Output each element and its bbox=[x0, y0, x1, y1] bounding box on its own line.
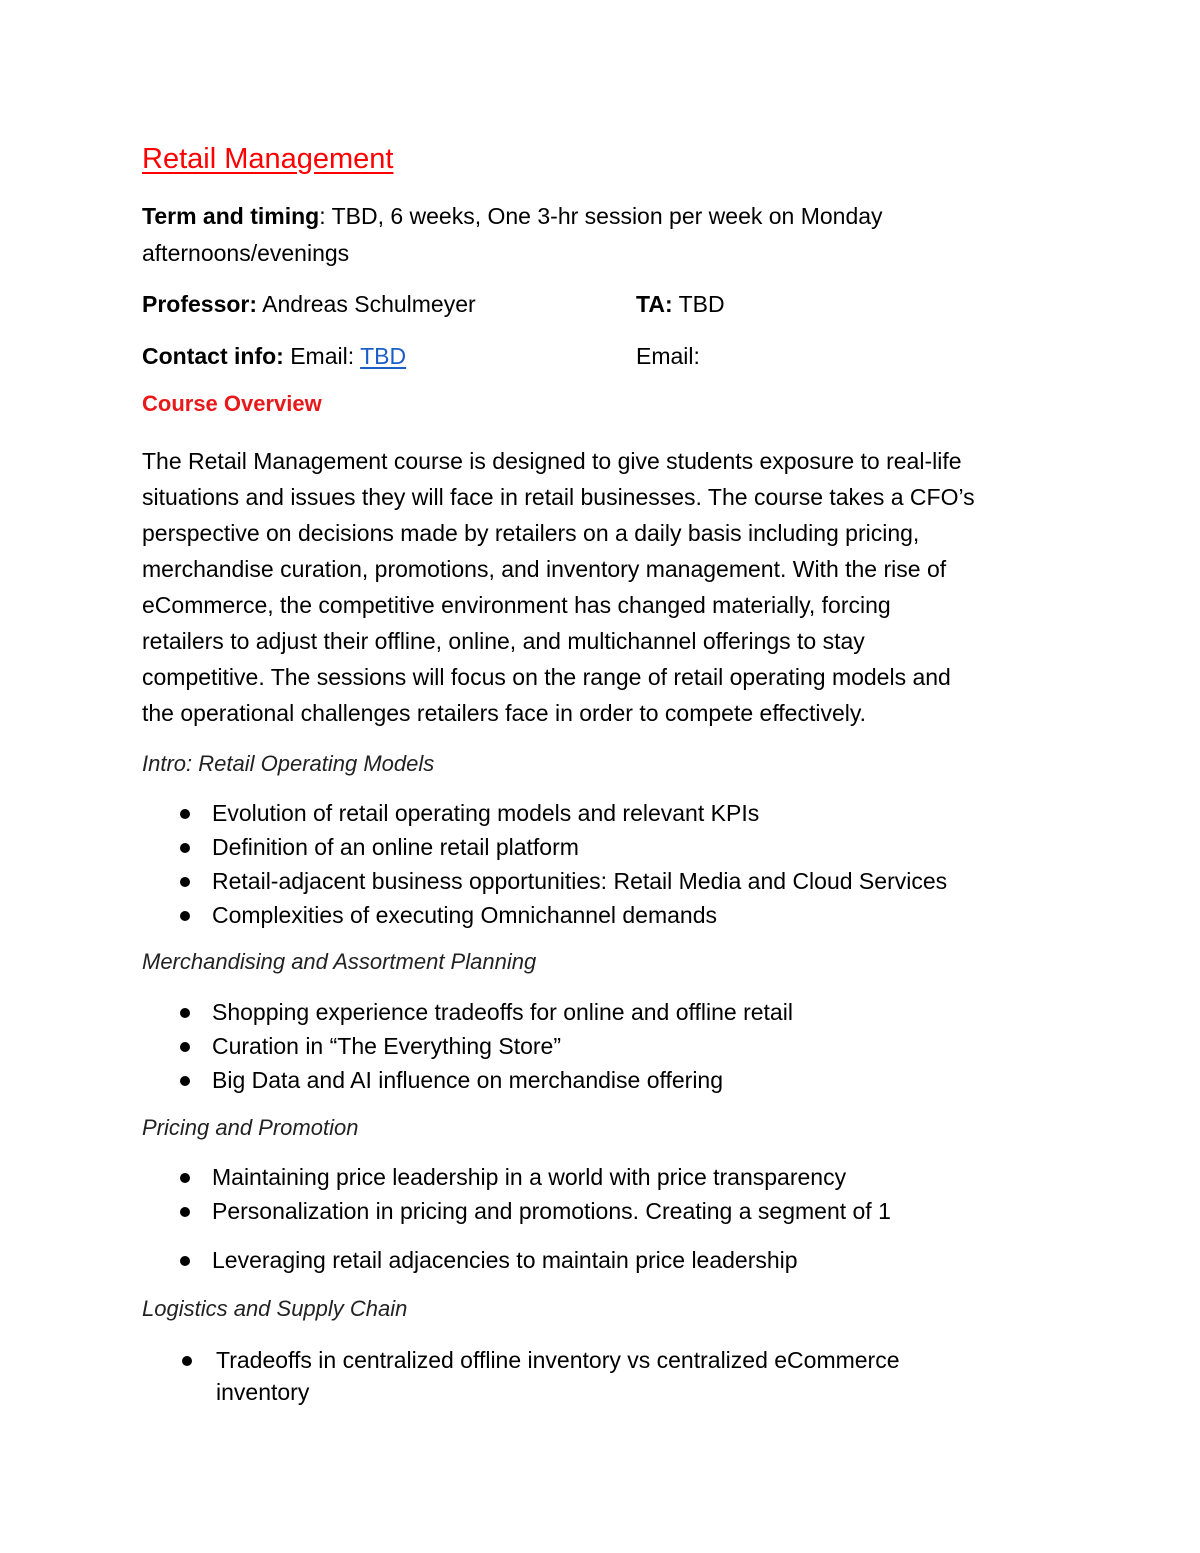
overview-line: situations and issues they will face in retail businesses. The course takes a CFO’s bbox=[142, 484, 975, 510]
overview-line: competitive. The sessions will focus on the range of retail operating models and bbox=[142, 664, 951, 690]
list-item: Shopping experience tradeoffs for online and offline retail bbox=[212, 999, 793, 1025]
term-label: Term and timing bbox=[142, 203, 320, 229]
bullet-dot bbox=[180, 1173, 190, 1183]
bullet-dot bbox=[180, 843, 190, 853]
bullet-dot bbox=[180, 809, 190, 819]
overview-line: eCommerce, the competitive environment has changed materially, forcing bbox=[142, 592, 891, 618]
bullet-dot bbox=[180, 877, 190, 887]
contact-label: Contact info: bbox=[142, 343, 284, 369]
bullet-dot bbox=[180, 1256, 190, 1266]
bullet-dot bbox=[182, 1356, 192, 1366]
bullet-dot bbox=[180, 1042, 190, 1052]
professor-label: Professor: bbox=[142, 291, 258, 317]
term-line-2: afternoons/evenings bbox=[142, 240, 350, 266]
list-item: Curation in “The Everything Store” bbox=[212, 1033, 561, 1059]
ta-line bbox=[636, 286, 725, 322]
overview-line: the operational challenges retailers face in order to compete effectively. bbox=[142, 700, 867, 726]
list-item: Leveraging retail adjacencies to maintain price leadership bbox=[212, 1247, 798, 1273]
section-title-merchandising: Merchandising and Assortment Planning bbox=[142, 949, 537, 974]
bullet-dot bbox=[180, 1008, 190, 1018]
list-item: Big Data and AI influence on merchandise offering bbox=[212, 1067, 724, 1093]
course-overview-paragraph bbox=[142, 443, 1062, 731]
overview-line: merchandise curation, promotions, and inventory management. With the rise of bbox=[142, 556, 947, 582]
overview-line: The Retail Management course is designed to give students exposure to real-life bbox=[142, 448, 962, 474]
section-title-pricing: Pricing and Promotion bbox=[142, 1115, 359, 1140]
bullet-dot bbox=[180, 911, 190, 921]
ta-label: TA: bbox=[636, 291, 673, 317]
course-overview-heading: Course Overview bbox=[142, 391, 322, 416]
term-value: : TBD, 6 weeks, One 3-hr session per week on Monday bbox=[319, 203, 883, 229]
contact-email-link[interactable]: TBD bbox=[360, 343, 407, 369]
contact-line bbox=[142, 338, 406, 374]
section-title-intro: Intro: Retail Operating Models bbox=[142, 751, 435, 776]
bullet-dot bbox=[180, 1076, 190, 1086]
contact-email-label: Email: bbox=[290, 343, 355, 369]
professor-line bbox=[142, 286, 476, 322]
list-item: Tradeoffs in centralized offline inventory vs centralized eCommerce bbox=[216, 1347, 900, 1373]
ta-email-line: Email: bbox=[636, 343, 700, 369]
list-item: Maintaining price leadership in a world with price transparency bbox=[212, 1164, 847, 1190]
section-title-logistics: Logistics and Supply Chain bbox=[142, 1296, 408, 1321]
document-title: Retail Management bbox=[142, 143, 394, 175]
list-item-continuation: inventory bbox=[216, 1379, 310, 1405]
overview-line: retailers to adjust their offline, online, and multichannel offerings to stay bbox=[142, 628, 865, 654]
ta-value: TBD bbox=[678, 291, 725, 317]
list-item: Definition of an online retail platform bbox=[212, 834, 579, 860]
list-item: Complexities of executing Omnichannel demands bbox=[212, 902, 717, 928]
list-item: Retail-adjacent business opportunities: Retail Media and Cloud Services bbox=[212, 868, 948, 894]
overview-line: perspective on decisions made by retailers on a daily basis including pricing, bbox=[142, 520, 920, 546]
term-line bbox=[142, 198, 883, 234]
bullet-dot bbox=[180, 1207, 190, 1217]
list-item: Personalization in pricing and promotions. Creating a segment of 1 bbox=[212, 1198, 891, 1224]
professor-name: Andreas Schulmeyer bbox=[262, 291, 476, 317]
list-item: Evolution of retail operating models and relevant KPIs bbox=[212, 800, 760, 826]
